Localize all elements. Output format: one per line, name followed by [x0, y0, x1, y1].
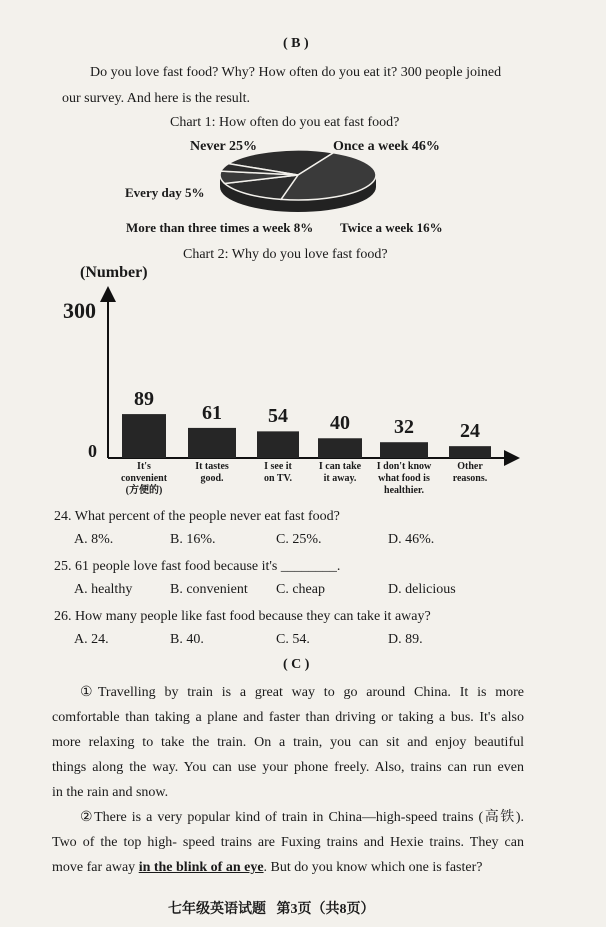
chart2-title: Chart 2: Why do you love fast food?	[183, 247, 388, 262]
y-axis-label: (Number)	[80, 264, 148, 281]
passage-line: comfortable than taking a plane and faster than driving or taking a bus. It's also	[52, 710, 524, 725]
intro-line-2: our survey. And here is the result.	[62, 91, 251, 106]
bar	[318, 438, 362, 458]
answer-option[interactable]: C. cheap	[276, 582, 325, 597]
pie-label-everyday: Every day 5%	[125, 185, 205, 200]
pie-label-three: More than three times a week 8%	[126, 220, 314, 235]
passage-line: things along the way. You can use your phone freely. Also, trains can run even	[52, 760, 524, 775]
pie-label-never: Never 25%	[190, 139, 257, 154]
bar-category-label: I don't know what food is healthier.	[376, 461, 432, 496]
answer-option[interactable]: B. 16%.	[170, 532, 216, 547]
intro-line-1: Do you love fast food? Why? How often do you eat it? 300 people joined	[90, 65, 502, 80]
bar	[257, 431, 299, 458]
bar-value-label: 54	[268, 405, 288, 428]
pie-label-twice: Twice a week 16%	[340, 220, 443, 235]
y-tick-0: 0	[88, 441, 97, 461]
passage-line: ②There is a very popular kind of train in China—high-speed trains (高铁).	[80, 810, 524, 825]
answer-option[interactable]: D. 89.	[388, 632, 423, 647]
passage-line: more relaxing to take the train. On a train, you can sit and enjoy beautiful	[52, 735, 524, 750]
bar-value-label: 40	[330, 412, 350, 435]
answer-option[interactable]: A. 8%.	[74, 532, 114, 547]
bar-category-label: I can take it away.	[318, 461, 362, 484]
page-footer: 七年级英语试题 第3页（共8页）	[168, 902, 375, 917]
bar-value-label: 89	[134, 388, 154, 411]
passage-last-post: . But do you know which one is faster?	[263, 860, 483, 875]
bar-category-label: It tastes good.	[195, 461, 229, 484]
answer-option[interactable]: A. healthy	[74, 582, 133, 597]
passage-last-line	[52, 855, 482, 880]
pie-label-once: Once a week 46%	[333, 139, 440, 154]
passage-line: ①Travelling by train is a great way to go around China. It is more	[80, 685, 524, 700]
bar-category-label: Other reasons.	[452, 461, 488, 484]
bar	[188, 428, 236, 458]
question-text: 25. 61 people love fast food because it's ________.	[54, 559, 341, 574]
phrase-underlined: in the blink of an eye	[138, 860, 264, 875]
bar	[449, 446, 491, 458]
bar-category-label: I see it on TV.	[264, 461, 292, 484]
answer-option[interactable]: A. 24.	[74, 632, 109, 647]
answer-option[interactable]: C. 25%.	[276, 532, 322, 547]
passage-line: in the rain and snow.	[52, 785, 169, 800]
passage-last-pre: move far away	[52, 860, 139, 875]
bar-value-label: 61	[202, 401, 222, 424]
section-c-heading: ( C )	[283, 657, 310, 672]
bar	[380, 442, 428, 458]
bar	[122, 414, 166, 458]
answer-option[interactable]: B. convenient	[170, 582, 248, 597]
section-b-heading: ( B )	[283, 36, 309, 51]
chart1-title: Chart 1: How often do you eat fast food?	[170, 115, 400, 130]
answer-option[interactable]: B. 40.	[170, 632, 204, 647]
answer-option[interactable]: D. 46%.	[388, 532, 435, 547]
passage-line: Two of the top high- speed trains are Fuxing trains and Hexie trains. They can	[52, 835, 524, 850]
bar-value-label: 24	[460, 420, 480, 443]
bar-value-label: 32	[394, 416, 414, 439]
question-text: 26. How many people like fast food because they can take it away?	[54, 609, 431, 624]
bar-category-label: It's convenient (方便的)	[120, 461, 168, 496]
y-tick-300: 300	[63, 298, 96, 323]
question-text: 24. What percent of the people never eat fast food?	[54, 509, 340, 524]
answer-option[interactable]: D. delicious	[388, 582, 456, 597]
answer-option[interactable]: C. 54.	[276, 632, 310, 647]
